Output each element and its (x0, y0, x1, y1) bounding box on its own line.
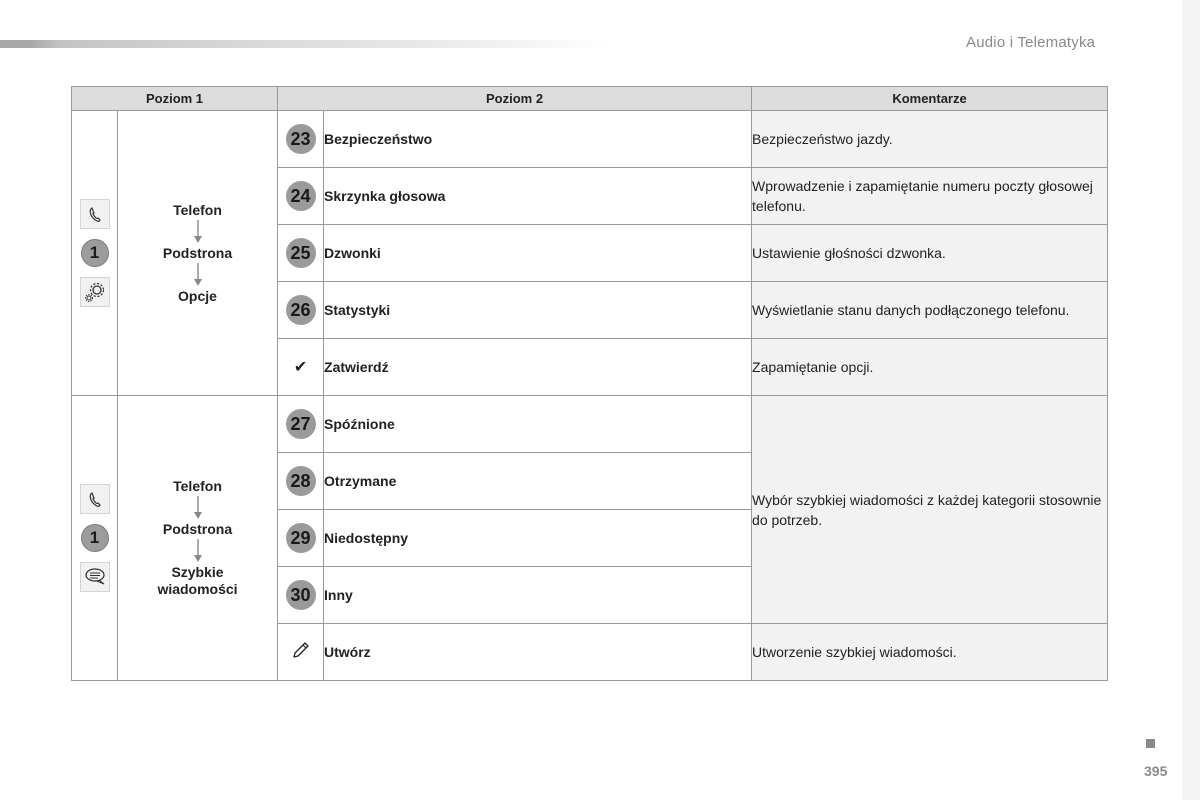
options-gear-icon (80, 277, 110, 307)
row-comment: Zapamiętanie opcji. (752, 339, 1108, 396)
path-item-podstrona: Podstrona (162, 521, 233, 537)
message-icon (80, 562, 110, 592)
row-label: Inny (324, 567, 752, 624)
table-row (72, 111, 1108, 168)
number-badge: 23 (286, 124, 316, 154)
row-comment: Bezpieczeństwo jazdy. (752, 111, 1108, 168)
number-badge: 28 (286, 466, 316, 496)
down-arrow-icon (193, 263, 203, 287)
row-comment: Ustawienie głośności dzwonka. (752, 225, 1108, 282)
number-badge: 30 (286, 580, 316, 610)
group1-level1-path (118, 111, 278, 396)
phone-icon (80, 199, 110, 229)
table-header-row (72, 87, 1108, 111)
number-badge: 29 (286, 523, 316, 553)
row-comment: Utworzenie szybkiej wiadomości. (752, 624, 1108, 681)
page-marker (1146, 739, 1155, 748)
number-badge: 27 (286, 409, 316, 439)
row-number-cell (278, 168, 324, 225)
down-arrow-icon (193, 220, 203, 244)
column-header-comments: Komentarze (752, 87, 1108, 111)
group2-icons-cell (72, 396, 118, 681)
row-label: Statystyki (324, 282, 752, 339)
menu-structure-table (71, 86, 1108, 681)
number-badge: 25 (286, 238, 316, 268)
row-label: Skrzynka głosowa (324, 168, 752, 225)
row-number-cell (278, 510, 324, 567)
row-label: Bezpieczeństwo (324, 111, 752, 168)
number-badge: 24 (286, 181, 316, 211)
page-number: 395 (1144, 763, 1168, 779)
section-title: Audio i Telematyka (966, 34, 1096, 51)
path-item-telefon: Telefon (173, 201, 222, 218)
row-number-cell (278, 111, 324, 168)
phone-icon (80, 484, 110, 514)
path-item-szybkie: Szybkie (171, 564, 224, 580)
group2-level1-path (118, 396, 278, 681)
down-arrow-icon (193, 496, 203, 520)
row-number-cell (278, 282, 324, 339)
down-arrow-icon (193, 539, 203, 563)
row-icon-cell (278, 624, 324, 681)
row-comment: Wprowadzenie i zapamiętanie numeru poczty głosowej telefonu. (752, 168, 1108, 225)
pencil-icon (290, 639, 312, 661)
column-header-level2: Poziom 2 (278, 87, 752, 111)
checkmark-icon: ✔ (293, 359, 308, 376)
path-item-wiadomosci: wiadomości (157, 581, 238, 597)
group1-icons-cell (72, 111, 118, 396)
row-number-cell (278, 453, 324, 510)
path-item-podstrona: Podstrona (162, 244, 233, 261)
table-row (72, 396, 1108, 453)
row-label: Spóźnione (324, 396, 752, 453)
page-edge-strip (1182, 0, 1200, 800)
badge-1: 1 (81, 524, 109, 552)
path-item-telefon: Telefon (173, 478, 222, 494)
row-number-cell (278, 225, 324, 282)
path-item-opcje: Opcje (178, 287, 217, 304)
row-label: Zatwierdź (324, 339, 752, 396)
row-comment: Wyświetlanie stanu danych podłączonego telefonu. (752, 282, 1108, 339)
badge-1: 1 (81, 239, 109, 267)
shared-comment: Wybór szybkiej wiadomości z każdej kategorii stosownie do potrzeb. (752, 396, 1108, 624)
row-number-cell (278, 396, 324, 453)
row-label: Niedostępny (324, 510, 752, 567)
row-number-cell (278, 567, 324, 624)
column-header-level1: Poziom 1 (72, 87, 278, 111)
row-label: Otrzymane (324, 453, 752, 510)
number-badge: 26 (286, 295, 316, 325)
row-label: Utwórz (324, 624, 752, 681)
row-label: Dzwonki (324, 225, 752, 282)
row-icon-cell (278, 339, 324, 396)
header-gradient-bar (0, 40, 610, 48)
